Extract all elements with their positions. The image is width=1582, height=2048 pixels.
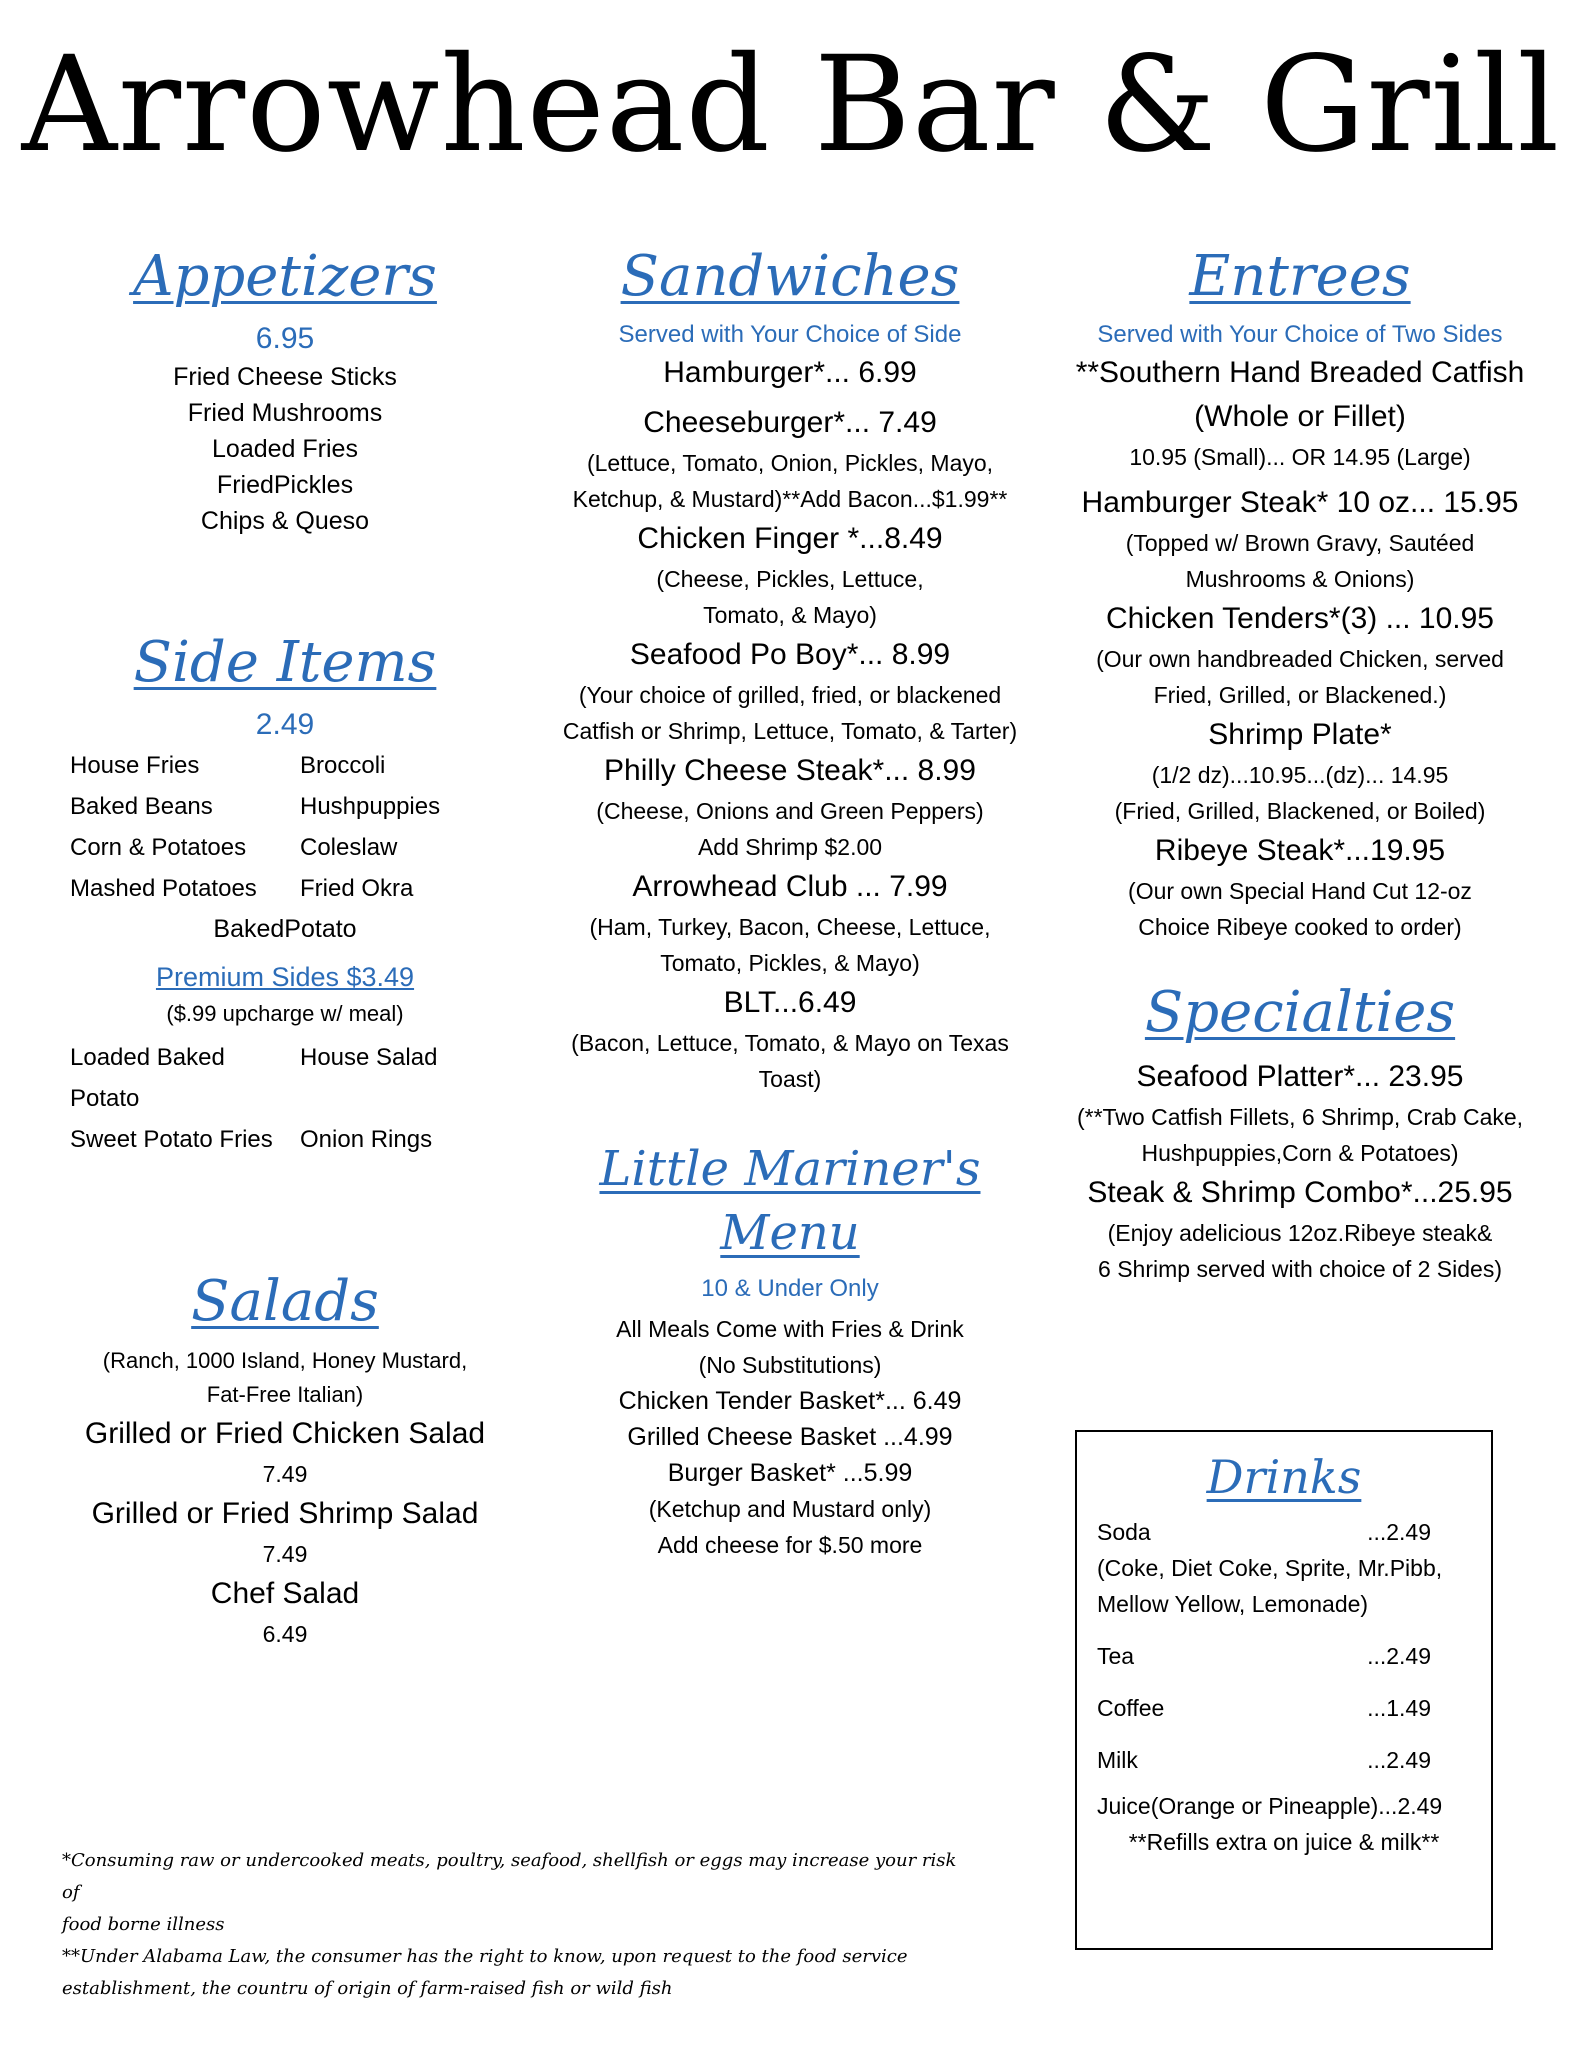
menu-item: Fried Cheese Sticks: [173, 363, 397, 391]
appetizers-price: 6.95: [255, 322, 315, 355]
menu-item: FriedPickles: [216, 471, 354, 499]
salad-price: 7.49: [262, 1541, 308, 1567]
menu-item: Mashed Potatoes: [70, 875, 257, 902]
menu-item: Baked Beans: [70, 793, 213, 820]
kids-item: Grilled Cheese Basket ...4.99: [627, 1423, 953, 1451]
sandwich-desc: Ketchup, & Mustard)**Add Bacon...$1.99**: [572, 486, 1008, 512]
footnote-line: *Consuming raw or undercooked meats, poultry, seafood, shellfish or eggs may increase your risk of: [62, 1850, 957, 1903]
drinks-box: [1075, 1430, 1493, 1950]
sandwich-name: Philly Cheese Steak*... 8.99: [604, 754, 976, 787]
menu-item: House Fries: [70, 752, 200, 779]
entree-desc: Fried, Grilled, or Blackened.): [1153, 682, 1447, 708]
entree-desc: (Topped w/ Brown Gravy, Sautéed: [1125, 530, 1475, 556]
entree-name: **Southern Hand Breaded Catfish: [1075, 356, 1525, 389]
menu-item: Fried Mushrooms: [187, 399, 383, 427]
sides-heading: Side Items: [133, 630, 437, 695]
sandwich-desc: (Cheese, Onions and Green Peppers): [596, 798, 984, 824]
entree-name: Ribeye Steak*...19.95: [1154, 834, 1446, 867]
salads-heading: Salads: [191, 1269, 379, 1334]
specialties-heading: Specialties: [1144, 980, 1456, 1045]
drink-label: Tea: [1097, 1643, 1135, 1669]
kids-menu-heading: Little Mariner's Menu: [599, 1141, 981, 1261]
drink-row: [1097, 1514, 1471, 1550]
kids-menu-section: [530, 1137, 1050, 1563]
right-column: [1050, 245, 1550, 1287]
kids-menu-note: (No Substitutions): [698, 1352, 882, 1378]
kids-item: Burger Basket* ...5.99: [667, 1459, 913, 1487]
kids-menu-note: All Meals Come with Fries & Drink: [616, 1316, 964, 1342]
entree-desc: (Fried, Grilled, Blackened, or Boiled): [1114, 798, 1486, 824]
kids-item: Chicken Tender Basket*... 6.49: [618, 1387, 962, 1415]
sandwich-desc: (Bacon, Lettuce, Tomato, & Mayo on Texas: [571, 1030, 1009, 1056]
premium-sides-grid: [40, 1037, 530, 1160]
menu-item: Fried Okra: [300, 875, 414, 902]
footnotes: [62, 1845, 962, 2005]
menu-item: Hushpuppies: [300, 793, 441, 820]
entree-desc: (Our own handbreaded Chicken, served: [1096, 646, 1504, 672]
entree-desc: (1/2 dz)...10.95...(dz)... 14.95: [1151, 762, 1449, 788]
kids-menu-subtitle: 10 & Under Only: [701, 1275, 879, 1302]
sandwich-name: Cheeseburger*... 7.49: [643, 406, 937, 439]
salad-price: 6.49: [262, 1621, 308, 1647]
menu-item: Corn & Potatoes: [70, 834, 247, 861]
specialty-desc: Hushpuppies,Corn & Potatoes): [1141, 1140, 1459, 1166]
entree-name: Hamburger Steak* 10 oz... 15.95: [1081, 486, 1519, 519]
drink-label: Soda: [1097, 1519, 1151, 1545]
sandwich-name: Chicken Finger *...8.49: [637, 522, 943, 555]
premium-sides-note: ($.99 upcharge w/ meal): [166, 1001, 404, 1026]
entree-desc: 10.95 (Small)... OR 14.95 (Large): [1129, 444, 1471, 470]
sandwich-desc: (Ham, Turkey, Bacon, Cheese, Lettuce,: [589, 914, 991, 940]
menu-item: Onion Rings: [300, 1126, 433, 1153]
sandwiches-subtitle: Served with Your Choice of Side: [618, 321, 962, 348]
premium-sides-heading: Premium Sides $3.49: [155, 962, 415, 992]
drink-row: [1097, 1742, 1471, 1778]
drink-label: Coffee: [1097, 1695, 1165, 1721]
salad-name: Grilled or Fried Shrimp Salad: [91, 1497, 479, 1530]
sandwich-desc: (Lettuce, Tomato, Onion, Pickles, Mayo,: [586, 450, 994, 476]
drink-row: Juice(Orange or Pineapple)...2.49: [1097, 1793, 1443, 1819]
menu-item: Loaded Fries: [212, 435, 358, 463]
entree-name: Shrimp Plate*: [1208, 718, 1392, 751]
salads-section: [40, 1270, 530, 1652]
menu-item: Sweet Potato Fries: [70, 1126, 273, 1153]
entree-name: (Whole or Fillet): [1194, 400, 1406, 433]
sandwiches-heading: Sandwiches: [620, 244, 960, 309]
left-column: [40, 245, 530, 1652]
appetizers-heading: Appetizers: [133, 244, 437, 309]
sides-grid: [40, 745, 530, 909]
menu-item: Coleslaw: [300, 834, 398, 861]
salad-name: Grilled or Fried Chicken Salad: [84, 1417, 486, 1450]
drink-note: (Coke, Diet Coke, Sprite, Mr.Pibb, Mellow Yellow, Lemonade): [1097, 1555, 1443, 1617]
salads-note: (Ranch, 1000 Island, Honey Mustard,: [102, 1348, 468, 1373]
sandwich-desc: (Your choice of grilled, fried, or blackened: [578, 682, 1002, 708]
sandwich-desc: Add Shrimp $2.00: [697, 834, 883, 860]
footnote-line: **Under Alabama Law, the consumer has the right to know, upon request to the food service: [62, 1946, 908, 1967]
menu-item: Chips & Queso: [200, 507, 370, 535]
menu-item: BakedPotato: [213, 915, 357, 943]
sandwich-name: BLT...6.49: [723, 986, 857, 1019]
entree-desc: Mushrooms & Onions): [1185, 566, 1415, 592]
specialty-desc: 6 Shrimp served with choice of 2 Sides): [1098, 1256, 1502, 1282]
menu-item: Loaded Baked Potato: [70, 1044, 225, 1112]
entree-name: Chicken Tenders*(3) ... 10.95: [1106, 602, 1494, 635]
sandwich-name: Arrowhead Club ... 7.99: [632, 870, 948, 903]
specialty-desc: (Enjoy adelicious 12oz.Ribeye steak&: [1107, 1220, 1493, 1246]
menu-item: House Salad: [300, 1044, 438, 1071]
menu-item: Broccoli: [300, 752, 386, 779]
drink-price: ...1.49: [1367, 1695, 1431, 1721]
footnote-line: establishment, the countru of origin of farm-raised fish or wild fish: [62, 1978, 673, 1999]
kids-menu-note: Add cheese for $.50 more: [657, 1532, 923, 1558]
drink-row: [1097, 1690, 1471, 1726]
drink-label: Milk: [1097, 1747, 1138, 1773]
drink-price: ...2.49: [1367, 1519, 1431, 1545]
specialties-section: [1050, 981, 1550, 1287]
sandwich-desc: Toast): [758, 1066, 822, 1092]
sandwich-desc: Tomato, Pickles, & Mayo): [660, 950, 920, 976]
entrees-heading: Entrees: [1189, 244, 1411, 309]
sandwich-desc: Catfish or Shrimp, Lettuce, Tomato, & Tarter): [562, 718, 1018, 744]
drink-price: ...2.49: [1367, 1643, 1431, 1669]
appetizers-section: [40, 245, 530, 539]
drink-price: ...2.49: [1367, 1747, 1431, 1773]
salads-note: Fat-Free Italian): [206, 1382, 364, 1407]
salad-name: Chef Salad: [210, 1577, 360, 1610]
drink-row: [1097, 1638, 1471, 1674]
specialty-desc: (**Two Catfish Fillets, 6 Shrimp, Crab Cake,: [1076, 1104, 1524, 1130]
sandwich-name: Hamburger*... 6.99: [663, 356, 917, 389]
sides-price: 2.49: [255, 708, 315, 741]
salad-price: 7.49: [262, 1461, 308, 1487]
drinks-heading: Drinks: [1206, 1450, 1362, 1504]
entree-desc: Choice Ribeye cooked to order): [1138, 914, 1462, 940]
sandwich-desc: (Cheese, Pickles, Lettuce,: [656, 566, 924, 592]
sandwich-name: Seafood Po Boy*... 8.99: [629, 638, 951, 671]
sides-section: [40, 631, 530, 1160]
page-title: Arrowhead Bar & Grill: [21, 28, 1561, 182]
middle-column: [530, 245, 1050, 1563]
kids-menu-note: (Ketchup and Mustard only): [648, 1496, 932, 1522]
sandwich-desc: Tomato, & Mayo): [703, 602, 877, 628]
entrees-subtitle: Served with Your Choice of Two Sides: [1097, 321, 1503, 348]
footnote-line: food borne illness: [62, 1914, 225, 1935]
drink-refill-note: **Refills extra on juice & milk**: [1128, 1829, 1440, 1855]
entree-desc: (Our own Special Hand Cut 12-oz: [1128, 878, 1472, 904]
specialty-name: Steak & Shrimp Combo*...25.95: [1087, 1176, 1513, 1209]
specialty-name: Seafood Platter*... 23.95: [1136, 1060, 1464, 1093]
